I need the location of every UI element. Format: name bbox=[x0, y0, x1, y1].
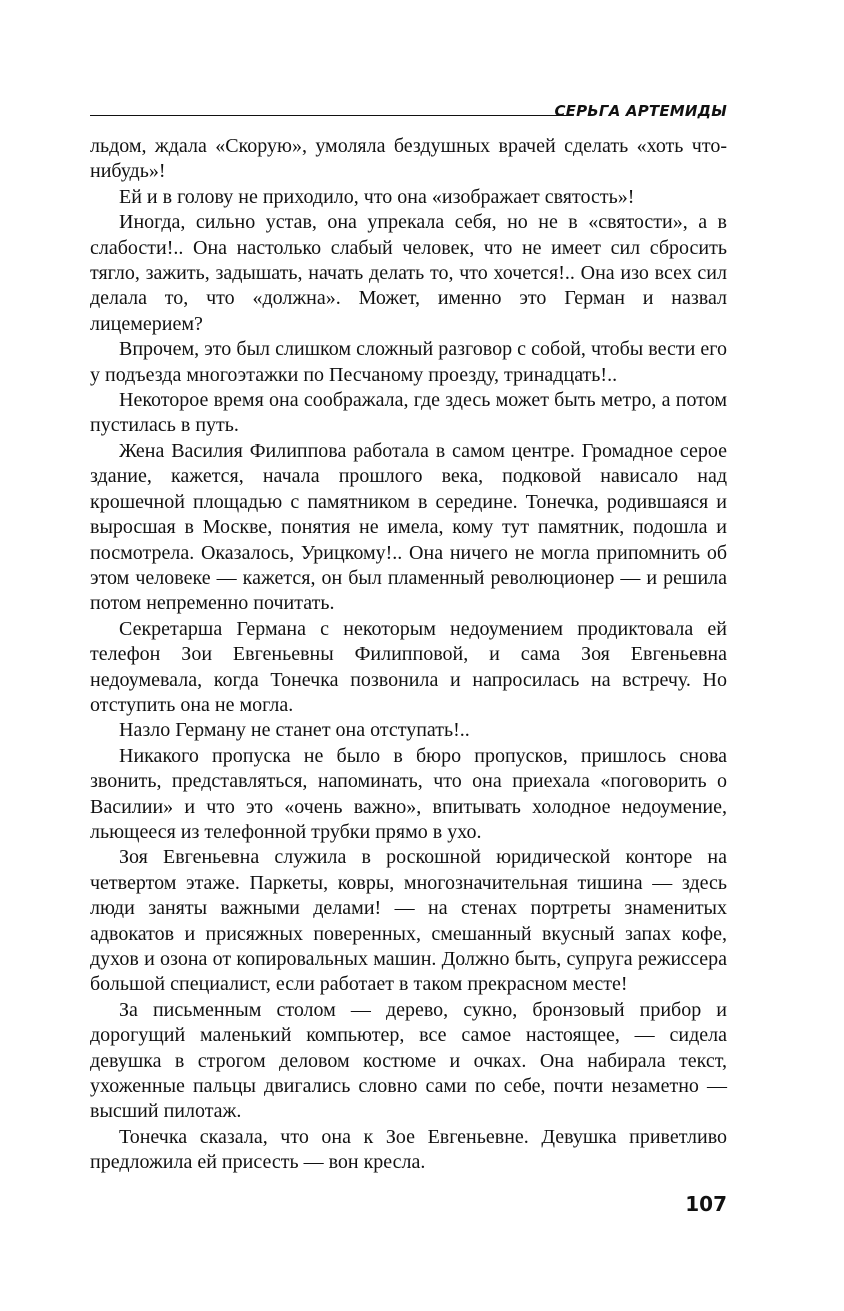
paragraph: Иногда, сильно устав, она упрекала себя, но не в «святости», а в слабости!.. Она настолько слабый человек, что не имеет сил сбросить тягло, зажить, задышать, начать делать то, что хочется!.. Она изо всех сил делала то, что «должна». Может, именно это Герман и назвал лицемерием? bbox=[90, 211, 727, 335]
paragraph: Секретарша Германа с некоторым недоумением продиктовала ей телефон Зои Евгеньевны Филипповой, и сама Зоя Евгеньевна недоумевала, когда Тонечка позвонила и напросилась на встречу. Но отступить она не могла. bbox=[90, 617, 727, 716]
paragraph: льдом, ждала «Скорую», умоляла бездушных врачей сделать «хоть что-нибудь»! bbox=[90, 135, 727, 183]
paragraph: Зоя Евгеньевна служила в роскошной юридической конторе на четвертом этаже. Паркеты, ковры, многозначительная тишина — здесь люди заняты важными делами! — на стенах портреты знаменитых адвокатов и присяжных поверенных, смешанный вкусный запах кофе, духов и озона от копировальных машин. Должно быть, супруга режиссера большой специалист, если работает в таком прекрасном месте! bbox=[90, 846, 727, 996]
paragraph: Некоторое время она соображала, где здесь может быть метро, а потом пустилась в путь. bbox=[90, 389, 727, 437]
paragraph: Тонечка сказала, что она к Зое Евгеньевне. Девушка приветливо предложила ей присесть — вон кресла. bbox=[90, 1125, 727, 1174]
paragraph: Ей и в голову не приходило, что она «изображает святость»! bbox=[119, 185, 635, 208]
paragraph: Жена Василия Филиппова работала в самом центре. Громадное серое здание, кажется, начала прошлого века, подковой нависало над крошечной площадью с памятником в середине. Тонечка, родившаяся и выросшая в Москве, понятия не имела, кому тут памятник, подошла и посмотрела. Оказалось, Урицкому!.. Она ничего не могла припомнить об этом человеке — кажется, он был пламенный революционер — и решила потом непременно почитать. bbox=[90, 439, 727, 615]
body-text bbox=[90, 134, 727, 1176]
header-rule bbox=[90, 115, 568, 116]
paragraph: Назло Герману не станет она отступать!.. bbox=[119, 719, 470, 742]
page-number: 107 bbox=[685, 1192, 727, 1216]
running-header bbox=[90, 100, 727, 122]
running-title: СЕРЬГА АРТЕМИДЫ bbox=[554, 102, 727, 120]
paragraph: Впрочем, это был слишком сложный разговор с собой, чтобы вести его у подъезда многоэтажки по Песчаному проезду, тринадцать!.. bbox=[90, 338, 727, 386]
paragraph: За письменным столом — дерево, сукно, бронзовый прибор и дорогущий маленький компьютер, все самое настоящее, — сидела девушка в строгом деловом костюме и очках. Она набирала текст, ухоженные пальцы двигались словно сами по себе, почти незаметно — высший пилотаж. bbox=[90, 998, 727, 1123]
paragraph: Никакого пропуска не было в бюро пропусков, пришлось снова звонить, представляться, напоминать, что она приехала «поговорить о Василии» и что это «очень важно», впитывать холодное недоумение, льющееся из телефонной трубки прямо в ухо. bbox=[90, 744, 727, 843]
